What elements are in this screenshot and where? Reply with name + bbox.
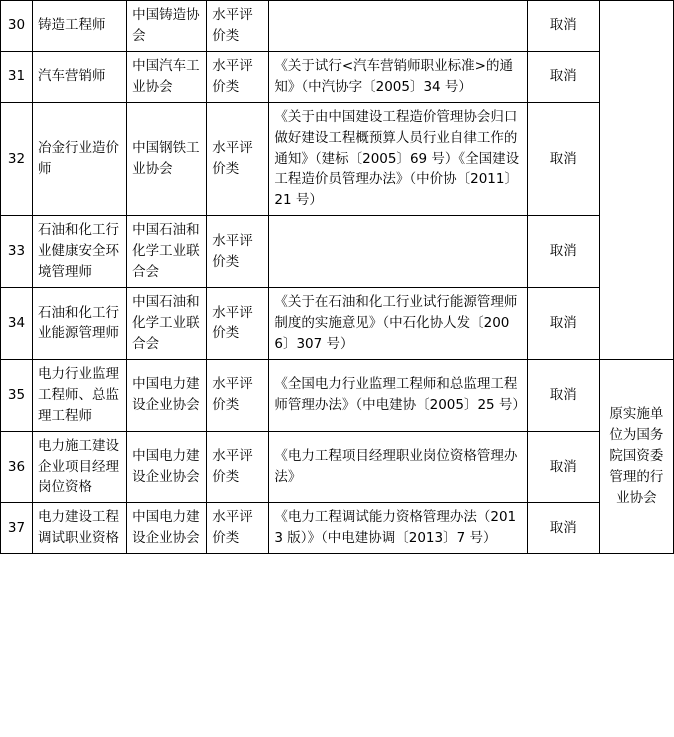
qualification-name: 铸造工程师 [33, 1, 127, 52]
qualification-type: 水平评价类 [207, 1, 269, 52]
row-index: 33 [1, 216, 33, 288]
handling-method: 取消 [527, 288, 599, 360]
handling-method: 取消 [527, 216, 599, 288]
table-row [1, 102, 674, 216]
legal-basis [269, 216, 527, 288]
qualification-name: 冶金行业造价师 [33, 102, 127, 216]
row-index: 34 [1, 288, 33, 360]
table-row [1, 51, 674, 102]
handling-method: 取消 [527, 431, 599, 503]
row-index: 37 [1, 503, 33, 554]
implementing-organization: 中国铸造协会 [127, 1, 207, 52]
remark-merged: 原实施单位为国务院国资委管理的行业协会 [599, 359, 673, 553]
qualification-type: 水平评价类 [207, 51, 269, 102]
row-index: 30 [1, 1, 33, 52]
qualification-name: 电力建设工程调试职业资格 [33, 503, 127, 554]
implementing-organization: 中国汽车工业协会 [127, 51, 207, 102]
qualification-type: 水平评价类 [207, 288, 269, 360]
row-index: 32 [1, 102, 33, 216]
remark-empty [599, 1, 673, 360]
table-row [1, 359, 674, 431]
qualification-type: 水平评价类 [207, 216, 269, 288]
qualification-name: 石油和化工行业健康安全环境管理师 [33, 216, 127, 288]
table-row [1, 216, 674, 288]
qualification-name: 电力行业监理工程师、总监理工程师 [33, 359, 127, 431]
qualification-type: 水平评价类 [207, 431, 269, 503]
row-index: 35 [1, 359, 33, 431]
table-row [1, 503, 674, 554]
legal-basis [269, 1, 527, 52]
table-row [1, 288, 674, 360]
handling-method: 取消 [527, 1, 599, 52]
row-index: 31 [1, 51, 33, 102]
implementing-organization: 中国电力建设企业协会 [127, 503, 207, 554]
implementing-organization: 中国石油和化学工业联合会 [127, 216, 207, 288]
legal-basis: 《关于试行<汽车营销师职业标准>的通知》（中汽协字〔2005〕34 号） [269, 51, 527, 102]
implementing-organization: 中国钢铁工业协会 [127, 102, 207, 216]
legal-basis: 《关于在石油和化工行业试行能源管理师制度的实施意见》（中石化协人发〔2006〕307 号） [269, 288, 527, 360]
legal-basis: 《全国电力行业监理工程师和总监理工程师管理办法》（中电建协〔2005〕25 号） [269, 359, 527, 431]
qualification-name: 电力施工建设企业项目经理岗位资格 [33, 431, 127, 503]
qualification-name: 石油和化工行业能源管理师 [33, 288, 127, 360]
table-row [1, 1, 674, 52]
qualification-type: 水平评价类 [207, 503, 269, 554]
handling-method: 取消 [527, 359, 599, 431]
table-row [1, 431, 674, 503]
legal-basis: 《关于由中国建设工程造价管理协会归口做好建设工程概预算人员行业自律工作的通知》（建标〔2005〕69 号）《全国建设工程造价员管理办法》（中价协〔2011〕21 号） [269, 102, 527, 216]
qualification-name: 汽车营销师 [33, 51, 127, 102]
legal-basis: 《电力工程调试能力资格管理办法（2013 版）》（中电建协调〔2013〕7 号） [269, 503, 527, 554]
implementing-organization: 中国电力建设企业协会 [127, 431, 207, 503]
qualification-type: 水平评价类 [207, 359, 269, 431]
legal-basis: 《电力工程项目经理职业岗位资格管理办法》 [269, 431, 527, 503]
implementing-organization: 中国电力建设企业协会 [127, 359, 207, 431]
row-index: 36 [1, 431, 33, 503]
implementing-organization: 中国石油和化学工业联合会 [127, 288, 207, 360]
handling-method: 取消 [527, 503, 599, 554]
handling-method: 取消 [527, 51, 599, 102]
handling-method: 取消 [527, 102, 599, 216]
qualification-type: 水平评价类 [207, 102, 269, 216]
